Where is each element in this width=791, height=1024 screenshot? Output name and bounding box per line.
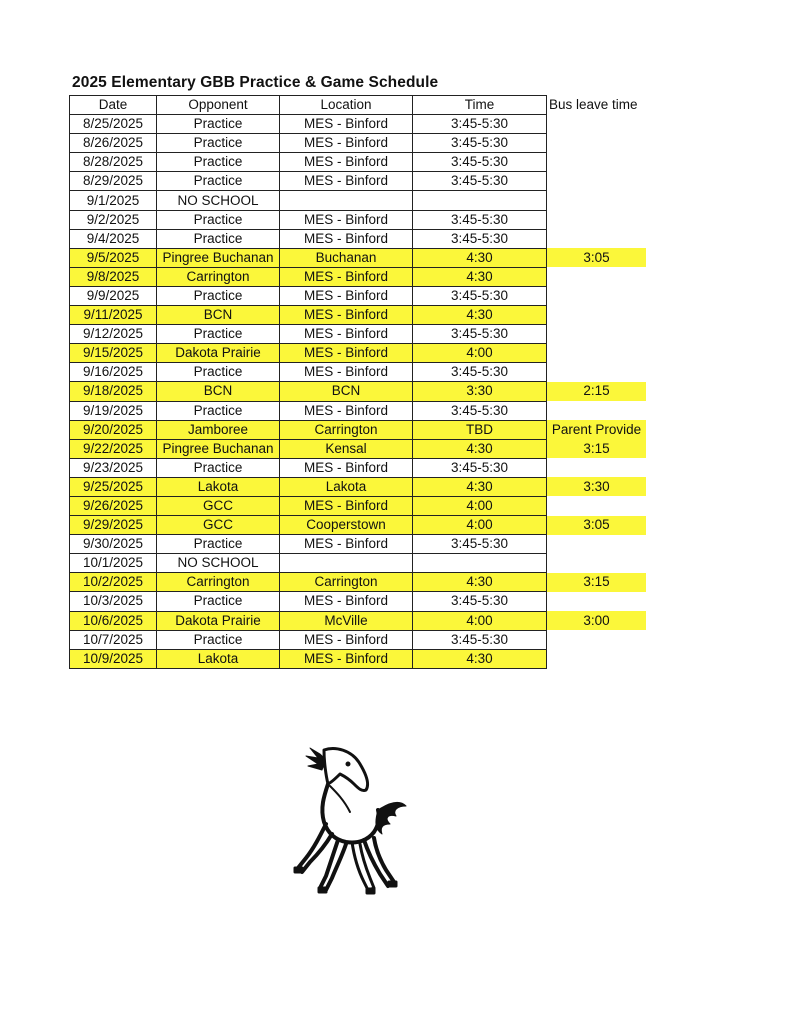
- time-cell: 3:45-5:30: [413, 630, 547, 649]
- opponent-cell: Practice: [157, 401, 280, 420]
- page-title: 2025 Elementary GBB Practice & Game Schedule: [72, 74, 439, 91]
- date-cell: 9/19/2025: [70, 401, 157, 420]
- location-cell: BCN: [280, 382, 413, 401]
- game-row: [70, 477, 647, 496]
- header-location: Location: [280, 96, 413, 115]
- opponent-cell: Practice: [157, 210, 280, 229]
- game-row: [70, 267, 647, 286]
- practice-row: [70, 363, 647, 382]
- opponent-cell: Practice: [157, 325, 280, 344]
- opponent-cell: Practice: [157, 229, 280, 248]
- practice-row: [70, 554, 647, 573]
- location-cell: MES - Binford: [280, 325, 413, 344]
- time-cell: 3:30: [413, 382, 547, 401]
- bus-leave-cell: [547, 592, 647, 611]
- game-row: [70, 573, 647, 592]
- game-row: [70, 516, 647, 535]
- bus-leave-cell: [547, 191, 647, 210]
- time-cell: 3:45-5:30: [413, 325, 547, 344]
- practice-row: [70, 229, 647, 248]
- time-cell: 3:45-5:30: [413, 592, 547, 611]
- location-cell: MES - Binford: [280, 535, 413, 554]
- bus-leave-cell: [547, 630, 647, 649]
- date-cell: 8/28/2025: [70, 153, 157, 172]
- practice-row: [70, 210, 647, 229]
- opponent-cell: Practice: [157, 134, 280, 153]
- opponent-cell: Dakota Prairie: [157, 344, 280, 363]
- opponent-cell: Practice: [157, 115, 280, 134]
- date-cell: 8/29/2025: [70, 172, 157, 191]
- bus-leave-cell: 3:30: [547, 477, 647, 496]
- date-cell: 8/25/2025: [70, 115, 157, 134]
- bus-leave-cell: 3:15: [547, 439, 647, 458]
- date-cell: 9/5/2025: [70, 248, 157, 267]
- date-cell: 9/11/2025: [70, 306, 157, 325]
- opponent-cell: Carrington: [157, 267, 280, 286]
- date-cell: 10/6/2025: [70, 611, 157, 630]
- location-cell: Cooperstown: [280, 516, 413, 535]
- date-cell: 9/20/2025: [70, 420, 157, 439]
- date-cell: 9/16/2025: [70, 363, 157, 382]
- time-cell: 3:45-5:30: [413, 172, 547, 191]
- location-cell: MES - Binford: [280, 401, 413, 420]
- opponent-cell: Practice: [157, 630, 280, 649]
- practice-row: [70, 286, 647, 305]
- bus-leave-cell: [547, 115, 647, 134]
- location-cell: McVille: [280, 611, 413, 630]
- location-cell: MES - Binford: [280, 286, 413, 305]
- practice-row: [70, 535, 647, 554]
- opponent-cell: Carrington: [157, 573, 280, 592]
- practice-row: [70, 153, 647, 172]
- time-cell: 4:00: [413, 611, 547, 630]
- time-cell: 4:30: [413, 248, 547, 267]
- opponent-cell: Jamboree: [157, 420, 280, 439]
- opponent-cell: BCN: [157, 382, 280, 401]
- bus-leave-cell: 3:00: [547, 611, 647, 630]
- opponent-cell: Practice: [157, 153, 280, 172]
- opponent-cell: Lakota: [157, 649, 280, 668]
- bus-leave-cell: [547, 458, 647, 477]
- time-cell: 4:00: [413, 496, 547, 515]
- opponent-cell: NO SCHOOL: [157, 191, 280, 210]
- bus-leave-cell: [547, 363, 647, 382]
- date-cell: 9/1/2025: [70, 191, 157, 210]
- schedule-body: [70, 96, 647, 669]
- mustang-logo: [280, 740, 410, 900]
- bus-leave-cell: [547, 172, 647, 191]
- time-cell: 4:00: [413, 516, 547, 535]
- date-cell: 9/30/2025: [70, 535, 157, 554]
- opponent-cell: GCC: [157, 516, 280, 535]
- header-opponent: Opponent: [157, 96, 280, 115]
- date-cell: 10/2/2025: [70, 573, 157, 592]
- time-cell: 3:45-5:30: [413, 153, 547, 172]
- bus-leave-cell: [547, 344, 647, 363]
- date-cell: 9/18/2025: [70, 382, 157, 401]
- location-cell: MES - Binford: [280, 229, 413, 248]
- location-cell: Carrington: [280, 573, 413, 592]
- time-cell: 3:45-5:30: [413, 401, 547, 420]
- time-cell: 4:30: [413, 477, 547, 496]
- opponent-cell: Practice: [157, 458, 280, 477]
- time-cell: 4:30: [413, 439, 547, 458]
- location-cell: MES - Binford: [280, 172, 413, 191]
- header-time: Time: [413, 96, 547, 115]
- location-cell: MES - Binford: [280, 115, 413, 134]
- date-cell: 10/9/2025: [70, 649, 157, 668]
- date-cell: 9/12/2025: [70, 325, 157, 344]
- time-cell: 3:45-5:30: [413, 458, 547, 477]
- date-cell: 9/25/2025: [70, 477, 157, 496]
- location-cell: [280, 191, 413, 210]
- bus-leave-cell: Parent Provide: [547, 420, 647, 439]
- header-bus-leave-time: Bus leave time: [549, 97, 638, 113]
- bus-leave-cell: 3:15: [547, 573, 647, 592]
- date-cell: 9/22/2025: [70, 439, 157, 458]
- bus-leave-cell: [547, 306, 647, 325]
- practice-row: [70, 401, 647, 420]
- date-cell: 9/23/2025: [70, 458, 157, 477]
- game-row: [70, 496, 647, 515]
- time-cell: 3:45-5:30: [413, 115, 547, 134]
- game-row: [70, 420, 647, 439]
- opponent-cell: BCN: [157, 306, 280, 325]
- location-cell: MES - Binford: [280, 458, 413, 477]
- bus-leave-cell: 3:05: [547, 516, 647, 535]
- date-cell: 9/26/2025: [70, 496, 157, 515]
- bus-leave-cell: [547, 134, 647, 153]
- bus-leave-cell: [547, 401, 647, 420]
- practice-row: [70, 134, 647, 153]
- bus-leave-cell: [547, 554, 647, 573]
- location-cell: MES - Binford: [280, 267, 413, 286]
- game-row: [70, 306, 647, 325]
- location-cell: MES - Binford: [280, 210, 413, 229]
- practice-row: [70, 172, 647, 191]
- opponent-cell: Practice: [157, 172, 280, 191]
- location-cell: MES - Binford: [280, 153, 413, 172]
- practice-row: [70, 630, 647, 649]
- date-cell: 10/3/2025: [70, 592, 157, 611]
- location-cell: MES - Binford: [280, 592, 413, 611]
- opponent-cell: Practice: [157, 286, 280, 305]
- bus-leave-cell: 3:05: [547, 248, 647, 267]
- bus-leave-cell: [547, 286, 647, 305]
- game-row: [70, 382, 647, 401]
- time-cell: 3:45-5:30: [413, 229, 547, 248]
- opponent-cell: Pingree Buchanan: [157, 439, 280, 458]
- opponent-cell: Practice: [157, 592, 280, 611]
- date-cell: 8/26/2025: [70, 134, 157, 153]
- bus-leave-cell: [547, 325, 647, 344]
- game-row: [70, 439, 647, 458]
- schedule-table: [69, 95, 647, 669]
- game-row: [70, 649, 647, 668]
- location-cell: Lakota: [280, 477, 413, 496]
- time-cell: 4:30: [413, 649, 547, 668]
- game-row: [70, 248, 647, 267]
- practice-row: [70, 458, 647, 477]
- time-cell: 3:45-5:30: [413, 210, 547, 229]
- time-cell: 3:45-5:30: [413, 134, 547, 153]
- time-cell: TBD: [413, 420, 547, 439]
- time-cell: 4:30: [413, 267, 547, 286]
- bus-leave-cell: [547, 229, 647, 248]
- time-cell: 3:45-5:30: [413, 363, 547, 382]
- location-cell: MES - Binford: [280, 649, 413, 668]
- opponent-cell: Lakota: [157, 477, 280, 496]
- opponent-cell: Dakota Prairie: [157, 611, 280, 630]
- location-cell: MES - Binford: [280, 630, 413, 649]
- date-cell: 9/15/2025: [70, 344, 157, 363]
- date-cell: 10/7/2025: [70, 630, 157, 649]
- header-row: [70, 96, 647, 115]
- bus-leave-cell: [547, 267, 647, 286]
- date-cell: 9/9/2025: [70, 286, 157, 305]
- location-cell: Kensal: [280, 439, 413, 458]
- time-cell: [413, 554, 547, 573]
- location-cell: MES - Binford: [280, 363, 413, 382]
- bus-leave-cell: [547, 496, 647, 515]
- location-cell: MES - Binford: [280, 496, 413, 515]
- practice-row: [70, 191, 647, 210]
- location-cell: MES - Binford: [280, 306, 413, 325]
- header-date: Date: [70, 96, 157, 115]
- date-cell: 9/2/2025: [70, 210, 157, 229]
- opponent-cell: Practice: [157, 535, 280, 554]
- game-row: [70, 611, 647, 630]
- location-cell: Buchanan: [280, 248, 413, 267]
- location-cell: [280, 554, 413, 573]
- bus-leave-cell: [547, 649, 647, 668]
- opponent-cell: GCC: [157, 496, 280, 515]
- practice-row: [70, 115, 647, 134]
- time-cell: [413, 191, 547, 210]
- bus-leave-cell: [547, 210, 647, 229]
- location-cell: MES - Binford: [280, 344, 413, 363]
- time-cell: 4:00: [413, 344, 547, 363]
- time-cell: 4:30: [413, 306, 547, 325]
- time-cell: 4:30: [413, 573, 547, 592]
- bus-leave-cell: [547, 535, 647, 554]
- time-cell: 3:45-5:30: [413, 535, 547, 554]
- location-cell: Carrington: [280, 420, 413, 439]
- date-cell: 9/29/2025: [70, 516, 157, 535]
- bus-leave-cell: [547, 153, 647, 172]
- opponent-cell: Practice: [157, 363, 280, 382]
- game-row: [70, 344, 647, 363]
- opponent-cell: Pingree Buchanan: [157, 248, 280, 267]
- bus-leave-cell: 2:15: [547, 382, 647, 401]
- practice-row: [70, 592, 647, 611]
- opponent-cell: NO SCHOOL: [157, 554, 280, 573]
- practice-row: [70, 325, 647, 344]
- time-cell: 3:45-5:30: [413, 286, 547, 305]
- date-cell: 9/4/2025: [70, 229, 157, 248]
- date-cell: 9/8/2025: [70, 267, 157, 286]
- location-cell: MES - Binford: [280, 134, 413, 153]
- date-cell: 10/1/2025: [70, 554, 157, 573]
